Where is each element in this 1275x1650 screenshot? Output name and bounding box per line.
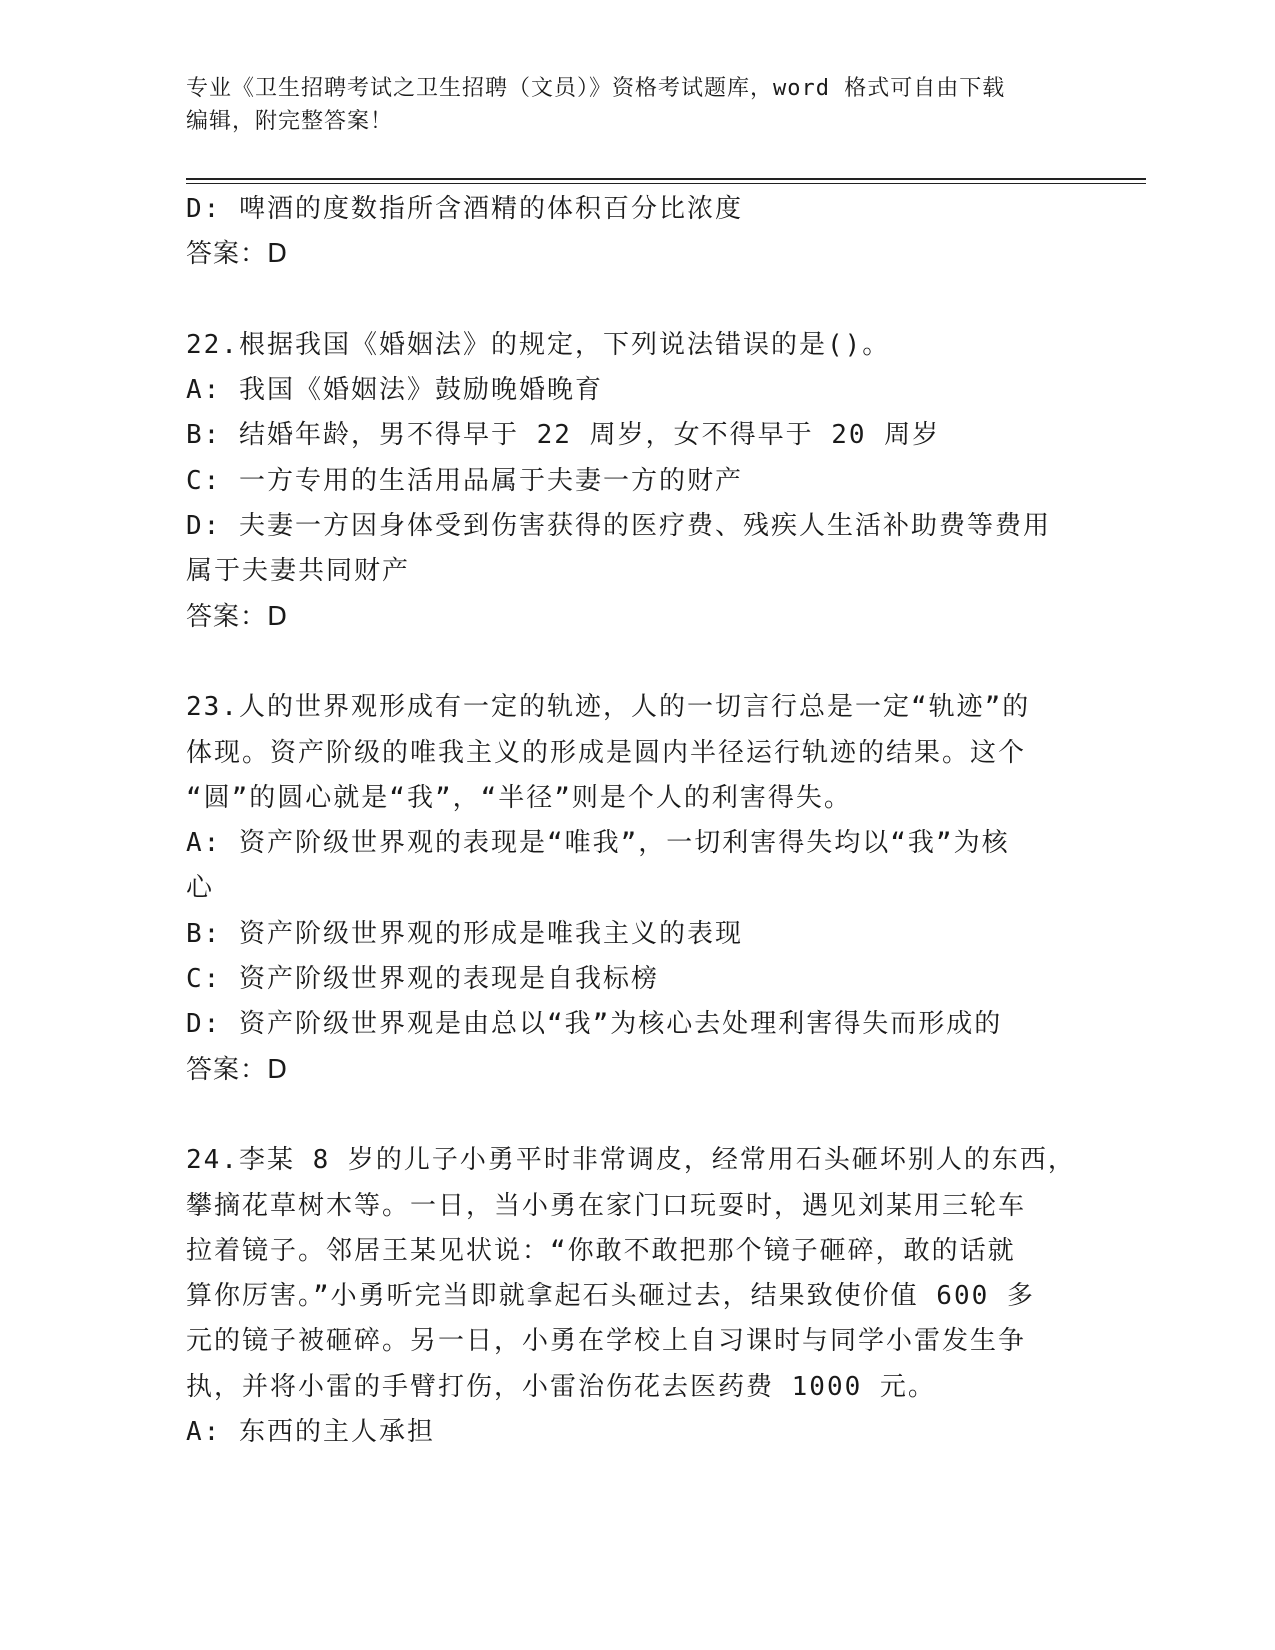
question-stem-line-2: 体现。资产阶级的唯我主义的形成是圆内半径运行轨迹的结果。这个: [186, 737, 1027, 768]
previous-question-tail: [186, 187, 1076, 278]
header-line-2: 编辑，附完整答案！: [186, 109, 394, 134]
question-stem: 22.根据我国《婚姻法》的规定，下列说法错误的是()。: [186, 329, 891, 360]
option-d: D: 啤酒的度数指所含酒精的体积百分比浓度: [186, 194, 743, 224]
header-divider-thick: [186, 178, 1146, 180]
spacer: [186, 1093, 1076, 1138]
question-content: [186, 187, 1076, 1455]
header-line-1: 专业《卫生招聘考试之卫生招聘（文员）》资格考试题库，word 格式可自由下载: [186, 76, 1006, 101]
option-c: C: 资产阶级世界观的表现是自我标榜: [186, 964, 659, 995]
header-divider-thin: [186, 183, 1146, 184]
option-a: A: 东西的主人承担: [186, 1417, 435, 1448]
question-22: [186, 323, 1076, 640]
question-stem-line-2: 攀摘花草树木等。一日，当小勇在家门口玩耍时，遇见刘某用三轮车: [186, 1190, 1027, 1221]
option-a-line-1: A: 资产阶级世界观的表现是“唯我”，一切利害得失均以“我”为核: [186, 828, 1010, 859]
answer: 答案：D: [186, 1054, 289, 1085]
spacer: [186, 278, 1076, 323]
option-d-line-1: D: 夫妻一方因身体受到伤害获得的医疗费、残疾人生活补助费等费用: [186, 511, 1051, 542]
question-stem-line-5: 元的镜子被砸碎。另一日，小勇在学校上自习课时与同学小雷发生争: [186, 1326, 1027, 1357]
option-d: D: 资产阶级世界观是由总以“我”为核心去处理利害得失而形成的: [186, 1009, 1003, 1040]
question-stem-line-6: 执，并将小雷的手臂打伤，小雷治伤花去医药费 1000 元。: [186, 1371, 936, 1402]
question-stem-line-1: 24.李某 8 岁的儿子小勇平时非常调皮，经常用石头砸坏别人的东西，: [186, 1145, 1076, 1176]
document-header: [186, 72, 1066, 138]
question-stem-line-3: 拉着镜子。邻居王某见状说：“你敢不敢把那个镜子砸碎，敢的话就: [186, 1235, 1016, 1266]
question-stem-line-3: “圆”的圆心就是“我”，“半径”则是个人的利害得失。: [186, 782, 852, 813]
answer: 答案：D: [186, 601, 289, 632]
question-stem-line-1: 23.人的世界观形成有一定的轨迹，人的一切言行总是一定“轨迹”的: [186, 692, 1031, 723]
option-b: B: 资产阶级世界观的形成是唯我主义的表现: [186, 918, 743, 949]
question-23: [186, 685, 1076, 1093]
option-a: A: 我国《婚姻法》鼓励晚婚晚育: [186, 375, 603, 406]
spacer: [186, 640, 1076, 685]
option-d-line-2: 属于夫妻共同财产: [186, 556, 411, 587]
question-stem-line-4: 算你厉害。”小勇听完当即就拿起石头砸过去，结果致使价值 600 多: [186, 1281, 1035, 1312]
option-b: B: 结婚年龄，男不得早于 22 周岁，女不得早于 20 周岁: [186, 420, 941, 451]
option-c: C: 一方专用的生活用品属于夫妻一方的财产: [186, 465, 743, 496]
answer: 答案：D: [186, 239, 289, 270]
question-24: [186, 1138, 1076, 1455]
option-a-line-2: 心: [186, 873, 215, 904]
